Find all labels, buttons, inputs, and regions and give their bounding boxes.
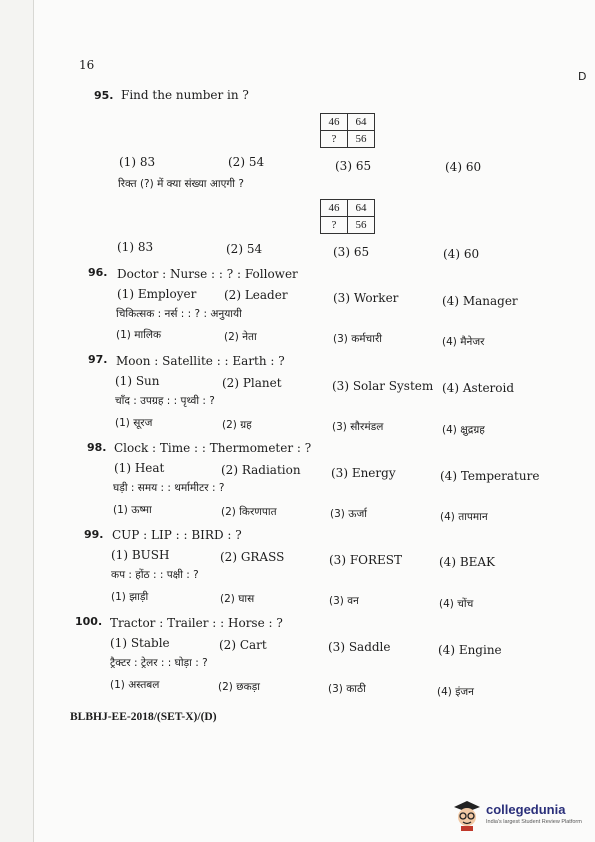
option-2-hindi: (2) ग्रह	[222, 419, 252, 431]
option-4: (4) Manager	[442, 294, 518, 308]
option-3: (3) Solar System	[332, 379, 434, 393]
question-number: 95.	[94, 89, 114, 102]
option-4-hindi: (4) इंजन	[437, 686, 474, 698]
question-number: 100.	[75, 615, 103, 628]
option-3: (3) Energy	[331, 466, 396, 480]
option-3-hindi: (3) काठी	[328, 683, 366, 695]
option-1: (1) Sun	[115, 374, 160, 388]
option-3: (3) FOREST	[329, 553, 402, 567]
edge-mark: D	[578, 70, 587, 83]
option-2: (2) GRASS	[220, 550, 285, 564]
option-3-hindi: (3) वन	[329, 595, 359, 607]
option-1-hindi: (1) मालिक	[116, 329, 162, 341]
grid-cell: 46	[321, 200, 348, 217]
option-1: (1) Heat	[114, 461, 165, 475]
option-3: (3) 65	[335, 159, 372, 173]
question-text: Moon : Satellite : : Earth : ?	[116, 354, 285, 368]
question-text-hindi: ट्रैक्टर : ट्रेलर : : घोड़ा : ?	[110, 657, 208, 669]
option-4-hindi: (4) तापमान	[440, 511, 488, 523]
option-3-hindi: (3) सौरमंडल	[332, 421, 384, 433]
option-2-hindi: (2) 54	[226, 242, 263, 256]
option-1: (1) Stable	[110, 636, 170, 650]
option-4: (4) Temperature	[440, 469, 540, 483]
question-text: Find the number in ?	[121, 88, 249, 102]
student-mascot-icon	[452, 799, 482, 831]
question-text-hindi: चाँद : उपग्रह : : पृथ्वी : ?	[115, 395, 215, 407]
option-1: (1) Employer	[117, 287, 197, 301]
question-number: 97.	[88, 353, 108, 366]
logo-tagline: India's largest Student Review Platform	[486, 819, 582, 825]
grid-cell: 64	[348, 114, 375, 131]
grid-cell: ?	[321, 217, 348, 234]
option-2-hindi: (2) नेता	[224, 331, 257, 343]
option-1-hindi: (1) सूरज	[115, 417, 153, 429]
option-2: (2) Leader	[224, 288, 288, 302]
option-1: (1) BUSH	[111, 548, 170, 562]
logo-wordmark: collegedunia	[486, 802, 566, 817]
option-3-hindi: (3) 65	[333, 245, 370, 259]
option-4-hindi: (4) 60	[443, 247, 480, 261]
grid-cell: 46	[321, 114, 348, 131]
option-3: (3) Saddle	[328, 640, 391, 654]
option-2: (2) Cart	[219, 638, 267, 652]
option-1-hindi: (1) 83	[117, 240, 154, 254]
question-text: Clock : Time : : Thermometer : ?	[114, 441, 312, 455]
question-number: 99.	[84, 528, 104, 541]
question-text-hindi: घड़ी : समय : : थर्मामीटर : ?	[113, 482, 225, 494]
option-2: (2) Radiation	[221, 463, 301, 477]
number-grid-hindi	[320, 199, 375, 234]
grid-cell: 64	[348, 200, 375, 217]
option-2-hindi: (2) किरणपात	[221, 506, 277, 518]
grid-cell: 56	[348, 217, 375, 234]
question-text-hindi: चिकित्सक : नर्स : : ? : अनुयायी	[116, 308, 242, 320]
option-4: (4) Engine	[438, 643, 502, 657]
number-grid	[320, 113, 375, 148]
option-1: (1) 83	[119, 155, 156, 169]
page-number: 16	[79, 58, 95, 72]
question-number: 96.	[88, 266, 108, 279]
option-4-hindi: (4) क्षुद्रग्रह	[442, 424, 485, 436]
question-text-hindi: रिक्त (?) में क्या संख्या आएगी ?	[118, 178, 244, 190]
option-2-hindi: (2) घास	[220, 593, 255, 605]
option-3: (3) Worker	[333, 291, 399, 305]
question-text-hindi: कप : होंठ : : पक्षी : ?	[111, 569, 199, 581]
option-4: (4) BEAK	[439, 555, 496, 569]
option-1-hindi: (1) झाड़ी	[111, 591, 149, 603]
question-text: CUP : LIP : : BIRD : ?	[112, 528, 242, 542]
question-text: Doctor : Nurse : : ? : Follower	[117, 267, 298, 281]
option-4: (4) 60	[445, 160, 482, 174]
option-4: (4) Asteroid	[442, 381, 515, 395]
option-2: (2) 54	[228, 155, 265, 169]
option-3-hindi: (3) कर्मचारी	[333, 333, 382, 345]
option-1-hindi: (1) अस्तबल	[110, 679, 160, 691]
question-text: Tractor : Trailer : : Horse : ?	[110, 616, 283, 630]
grid-cell: 56	[348, 131, 375, 148]
collegedunia-logo	[452, 799, 592, 833]
option-4-hindi: (4) चोंच	[439, 598, 474, 610]
option-4-hindi: (4) मैनेजर	[442, 336, 485, 348]
question-number: 98.	[87, 441, 107, 454]
option-2-hindi: (2) छकड़ा	[218, 681, 260, 693]
option-3-hindi: (3) ऊर्जा	[330, 508, 367, 520]
grid-cell: ?	[321, 131, 348, 148]
option-1-hindi: (1) ऊष्मा	[113, 504, 152, 516]
paper-code-footer: BLBHJ-EE-2018/(SET-X)/(D)	[70, 711, 217, 723]
option-2: (2) Planet	[222, 376, 282, 390]
